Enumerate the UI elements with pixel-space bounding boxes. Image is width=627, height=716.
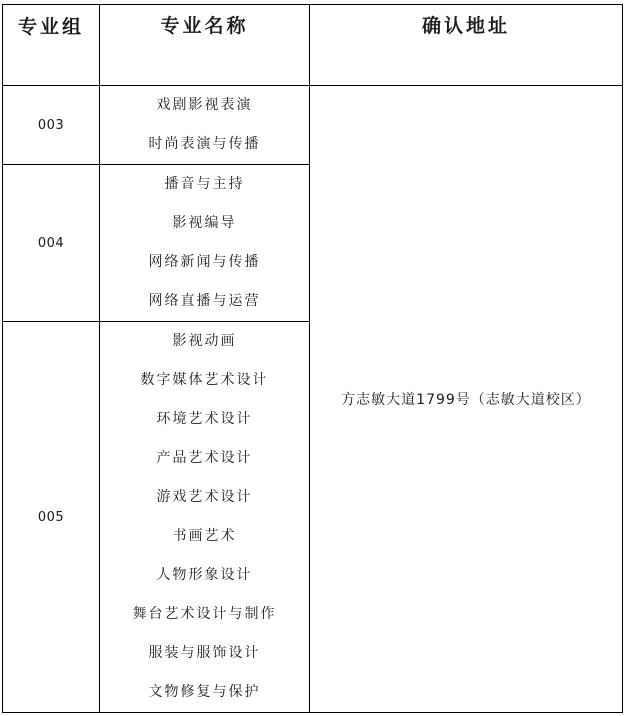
major-name: 环境艺术设计 bbox=[156, 411, 253, 427]
major-name: 产品艺术设计 bbox=[156, 450, 253, 466]
major-name: 播音与主持 bbox=[164, 176, 245, 192]
major-name: 时尚表演与传播 bbox=[148, 136, 261, 152]
header-row bbox=[3, 5, 623, 86]
confirm-address bbox=[310, 86, 623, 713]
header-name bbox=[100, 5, 310, 86]
major-name: 戏剧影视表演 bbox=[156, 97, 253, 113]
major-list bbox=[100, 165, 310, 322]
major-name: 书画艺术 bbox=[172, 528, 237, 544]
major-name: 人物形象设计 bbox=[156, 567, 253, 583]
header-address-label: 确认地址 bbox=[421, 15, 510, 37]
major-name: 影视编导 bbox=[172, 215, 237, 231]
table-row bbox=[3, 86, 623, 165]
header-group bbox=[3, 5, 100, 86]
major-name: 服装与服饰设计 bbox=[148, 645, 261, 661]
major-name: 网络直播与运营 bbox=[148, 293, 261, 309]
major-name: 影视动画 bbox=[172, 333, 237, 349]
header-name-label: 专业名称 bbox=[160, 15, 249, 37]
major-list bbox=[100, 322, 310, 713]
group-code: 003 bbox=[3, 86, 100, 165]
group-code: 005 bbox=[3, 322, 100, 713]
major-name: 文物修复与保护 bbox=[148, 684, 261, 700]
major-name: 舞台艺术设计与制作 bbox=[132, 606, 277, 622]
header-group-label: 专业组 bbox=[17, 16, 84, 38]
group-code: 004 bbox=[3, 165, 100, 322]
majors-table bbox=[2, 4, 623, 713]
header-address bbox=[310, 5, 623, 86]
major-name: 数字媒体艺术设计 bbox=[140, 372, 269, 388]
major-name: 网络新闻与传播 bbox=[148, 254, 261, 270]
address-text: 方志敏大道1799号（志敏大道校区） bbox=[341, 392, 591, 408]
major-name: 游戏艺术设计 bbox=[156, 489, 253, 505]
major-list bbox=[100, 86, 310, 165]
